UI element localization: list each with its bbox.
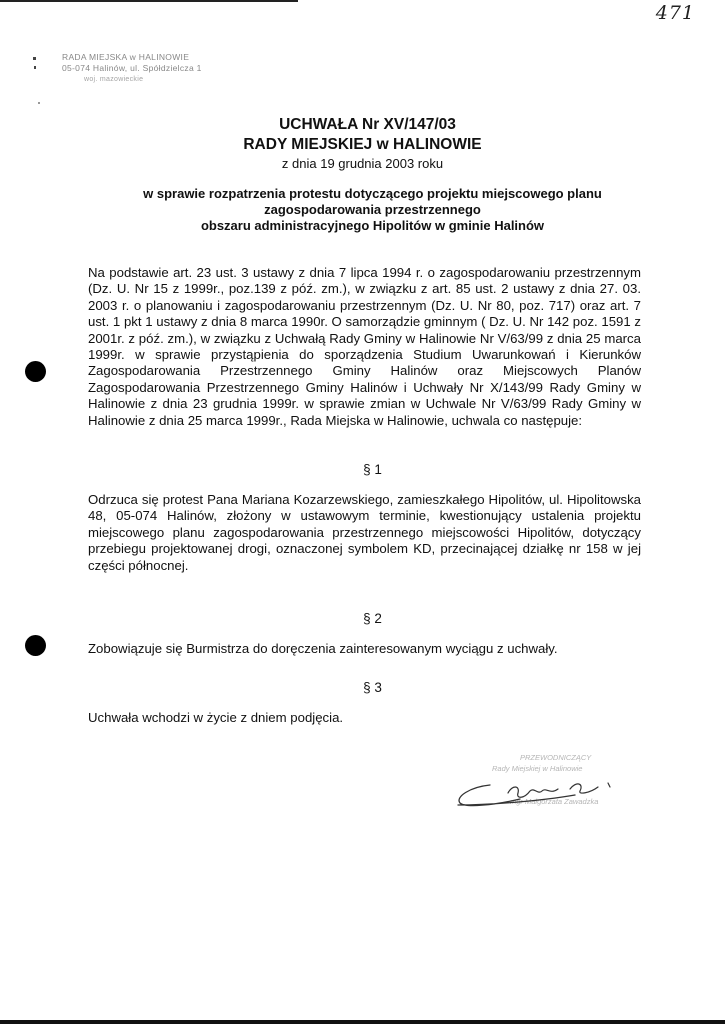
handwritten-signature [450, 755, 630, 825]
resolution-subject [100, 186, 645, 234]
section-1-text: Odrzuca się protest Pana Mariana Kozarzewskiego, zamieszkałego Hipolitów, ul. Hipolitowska 48, 05-074 Halinów, złożony w ustawowym terminie, kwestionujący ustalenia projektu miejscowego planu zagospodarowania przestrzennego miejscowości Hipolitów, dotyczący przebiegu projektowanej drogi, oznaczonej symbolem KD, przecinającej działkę nr 158 w jej części północnej. [88, 492, 641, 573]
subject-line-2: zagospodarowania przestrzennego [264, 202, 481, 217]
stamp-line-2: 05-074 Halinów, ul. Spółdzielcza 1 [62, 63, 202, 73]
council-name: RADY MIEJSKIEJ w HALINOWIE [243, 136, 482, 153]
subject-line-1: w sprawie rozpatrzenia protestu dotyczącego projektu miejscowego planu [143, 186, 602, 201]
resolution-date: z dnia 19 grudnia 2003 roku [281, 156, 444, 171]
scan-top-border [0, 0, 298, 2]
chairman-stamp-line-3: mgr Małgorzata Zawadzka [510, 797, 599, 806]
scan-speck [38, 102, 40, 104]
section-2-text: Zobowiązuje się Burmistrza do doręczenia zainteresowanym wyciągu z uchwały. [88, 641, 558, 656]
section-3-heading: § 3 [363, 680, 382, 695]
section-1-heading: § 1 [363, 462, 382, 477]
chairman-stamp-line-1: PRZEWODNICZĄCY [520, 753, 592, 762]
scan-speck [33, 57, 36, 60]
stamp-line-1: RADA MIEJSKA w HALINOWIE [62, 52, 190, 62]
section-2-heading: § 2 [363, 611, 382, 626]
section-3-text: Uchwała wchodzi w życie z dniem podjęcia. [88, 710, 344, 725]
legal-basis-paragraph: Na podstawie art. 23 ust. 3 ustawy z dnia 7 lipca 1994 r. o zagospodarowaniu przestrzennym (Dz. U. Nr 15 z 1999r., poz.139 z póź. zm.), w związku z art. 85 ust. 2 ustawy z dnia 27. 03. 2003 r. o planowaniu i zagospodarowaniu przestrzennym (Dz. U. Nr 80, poz. 717) oraz art. 7 ust. 1 pkt 1 ustawy z dnia 8 marca 1990r. O samorządzie gminnym ( Dz. U. Nr 142 poz. 1591 z 2001r. z póź. zm.), w związku z Uchwałą Rady Gminy w Halinowie Nr V/63/99 z dnia 25 marca 1999r. w sprawie przystąpienia do sporządzenia Studium Uwarunkowań i Kierunków Zagospodarowania Przestrzennego Gminy Halinów oraz Miejscowych Planów Zagospodarowania Przestrzennego Gminy Halinów i Uchwały Nr X/143/99 Rady Gminy w Halinowie z dnia 23 grudnia 1999r. w sprawie zmian w Uchwale Nr V/63/99 Rady Gminy w Halinowie z dnia 25 marca 1999r., Rada Miejska w Halinowie, uchwala co następuje: [88, 265, 641, 428]
document-header [0, 115, 725, 172]
stamp-line-3: woj. mazowieckie [84, 76, 144, 83]
council-stamp [62, 52, 252, 85]
scan-bottom-border [0, 1020, 725, 1024]
binder-hole [25, 361, 46, 382]
scan-speck [34, 66, 36, 69]
handwritten-page-number: 471 [655, 2, 695, 24]
subject-line-3: obszaru administracyjnego Hipolitów w gminie Halinów [200, 218, 545, 233]
chairman-stamp-line-2: Rady Miejskiej w Halinowie [492, 764, 583, 773]
resolution-title: UCHWAŁA Nr XV/147/03 [279, 116, 456, 133]
binder-hole [25, 635, 46, 656]
